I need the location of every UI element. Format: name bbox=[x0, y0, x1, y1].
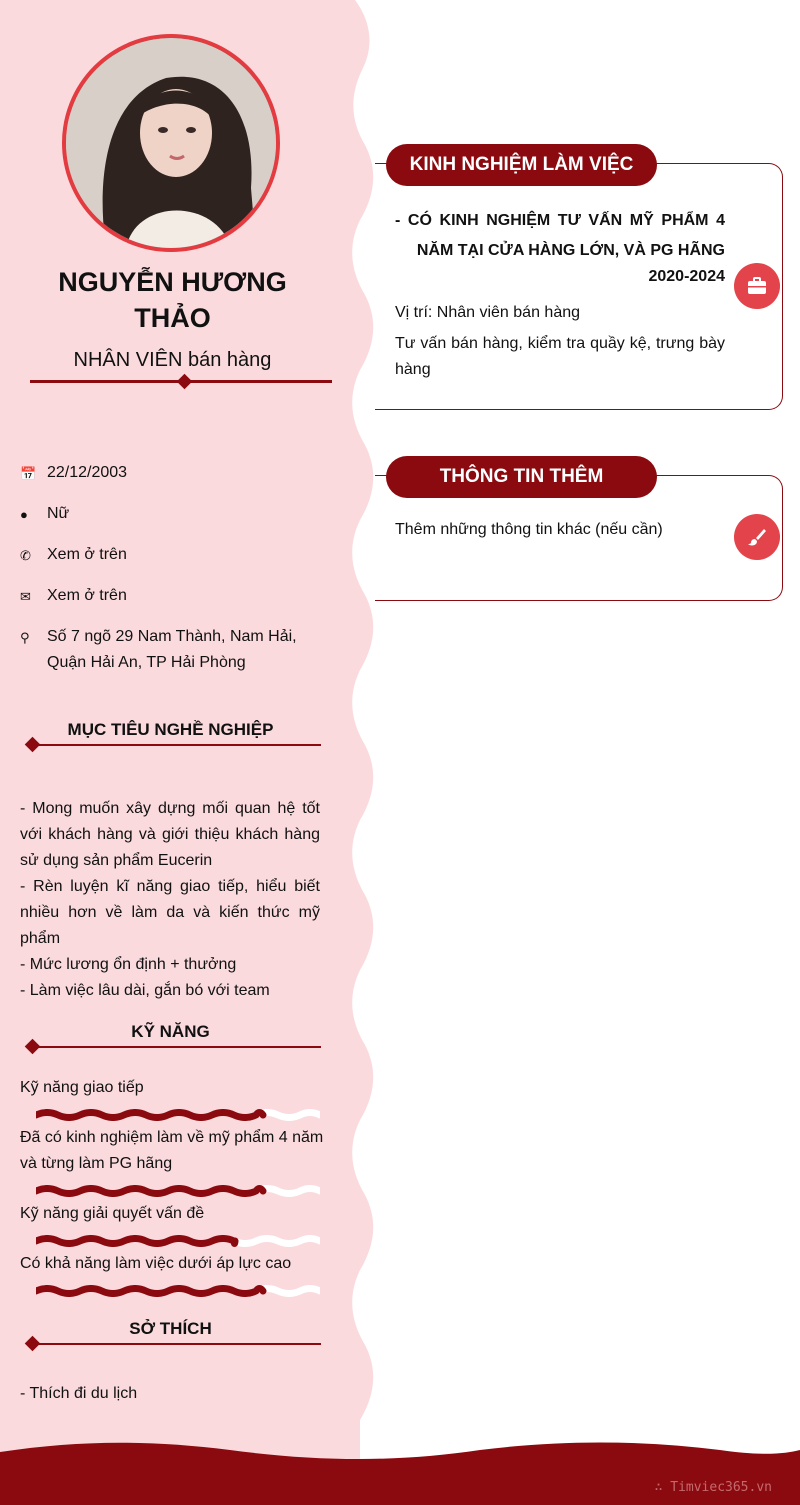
birthdate-text: 22/12/2003 bbox=[47, 464, 128, 481]
extra-info-title: THÔNG TIN THÊM bbox=[386, 456, 657, 498]
calendar-icon: 📅 bbox=[20, 466, 37, 481]
phone-text: Xem ở trên bbox=[47, 546, 127, 563]
candidate-name: NGUYỄN HƯƠNG THẢO bbox=[58, 267, 287, 333]
contact-list bbox=[20, 460, 320, 690]
skill-level-bar bbox=[36, 1235, 320, 1247]
hobbies-title: SỞ THÍCH bbox=[129, 1319, 212, 1338]
objective-heading bbox=[20, 720, 321, 750]
skill-name: Kỹ năng giao tiếp bbox=[20, 1079, 144, 1096]
skill-name: Đã có kinh nghiệm làm về mỹ phẩm 4 năm và từng làm PG hãng bbox=[20, 1129, 324, 1172]
skills-title: KỸ NĂNG bbox=[131, 1022, 210, 1041]
objective-line: - Làm việc lâu dài, gắn bó với team bbox=[20, 982, 270, 999]
heading-line bbox=[32, 744, 321, 746]
email-text: Xem ở trên bbox=[47, 587, 127, 604]
gender-text: Nữ bbox=[47, 505, 70, 522]
skill-bar-fill bbox=[36, 1239, 235, 1244]
skill-name: Kỹ năng giải quyết vấn đề bbox=[20, 1205, 205, 1222]
watermark: ∴ Timviec365.vn bbox=[654, 1480, 772, 1495]
hobbies-heading bbox=[20, 1319, 321, 1349]
profile-photo bbox=[62, 34, 280, 252]
briefcase-icon bbox=[734, 263, 780, 309]
experience-date: 2020-2024 bbox=[648, 268, 725, 285]
email-icon: ✉ bbox=[20, 589, 31, 604]
brush-icon bbox=[734, 514, 780, 560]
user-icon: ● bbox=[20, 507, 28, 522]
footer-band bbox=[0, 1440, 800, 1505]
skill-level-bar bbox=[36, 1285, 320, 1297]
skill-bar-fill bbox=[36, 1189, 263, 1194]
address-text: Số 7 ngõ 29 Nam Thành, Nam Hải, Quận Hải An, TP Hải Phòng bbox=[47, 628, 297, 671]
objective-text bbox=[20, 796, 320, 1004]
objective-title: MỤC TIÊU NGHỀ NGHIỆP bbox=[67, 720, 274, 739]
experience-heading: - CÓ KINH NGHIỆM TƯ VẤN MỸ PHẨM 4 NĂM TẠI CỬA HÀNG LỚN, VÀ PG HÃNG bbox=[395, 212, 725, 259]
skill-bar-fill bbox=[36, 1113, 263, 1118]
contact-address bbox=[20, 624, 320, 676]
objective-line: - Rèn luyện kĩ năng giao tiếp, hiểu biết nhiều hơn về làm da và kiến thức mỹ phẩm bbox=[20, 878, 320, 947]
contact-email bbox=[20, 583, 320, 610]
heading-line bbox=[32, 1343, 321, 1345]
extra-info-text: Thêm những thông tin khác (nếu cần) bbox=[395, 521, 663, 538]
skill-level-bar bbox=[36, 1109, 320, 1121]
divider-diamond bbox=[177, 374, 193, 390]
skill-name: Có khả năng làm việc dưới áp lực cao bbox=[20, 1255, 292, 1272]
objective-line: - Mức lương ổn định + thưởng bbox=[20, 956, 237, 973]
name-divider bbox=[30, 372, 332, 392]
objective-line: - Mong muốn xây dựng mối quan hệ tốt với khách hàng và giới thiệu khách hàng sử dụng sản phẩm Eucerin bbox=[20, 800, 320, 869]
experience-position: Vị trí: Nhân viên bán hàng bbox=[395, 304, 581, 321]
skills-heading bbox=[20, 1022, 321, 1052]
experience-description: Tư vấn bán hàng, kiểm tra quầy kệ, trưng bày hàng bbox=[395, 335, 725, 378]
phone-icon: ✆ bbox=[20, 548, 31, 563]
heading-line bbox=[32, 1046, 321, 1048]
contact-phone bbox=[20, 542, 320, 569]
contact-gender bbox=[20, 501, 320, 528]
contact-birthdate bbox=[20, 460, 320, 487]
skill-bar-fill bbox=[36, 1289, 263, 1294]
experience-title: KINH NGHIỆM LÀM VIỆC bbox=[386, 144, 657, 186]
job-title: NHÂN VIÊN bán hàng bbox=[73, 349, 272, 371]
skill-level-bar bbox=[36, 1185, 320, 1197]
portrait-illustration bbox=[66, 38, 276, 248]
hobbies-text: - Thích đi du lịch bbox=[20, 1385, 138, 1402]
map-pin-icon: ⚲ bbox=[20, 630, 30, 645]
